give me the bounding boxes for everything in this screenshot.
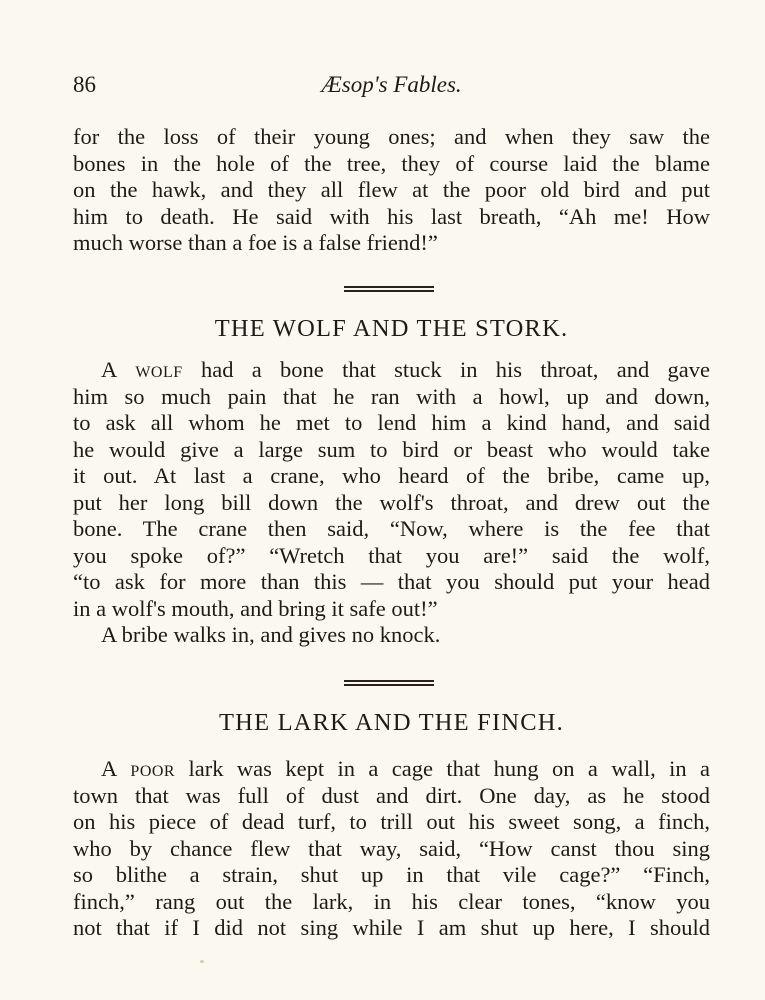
text-line-first	[73, 357, 710, 384]
first-line-rest: had a bone that stuck in his throat, and gave	[200, 357, 710, 382]
fable-body-lark	[73, 756, 710, 942]
text-line: in a wolf's mouth, and bring it safe out!”	[73, 595, 438, 621]
text-line: he would give a large sum to bird or beast who would take	[73, 436, 710, 462]
text-line: bone. The crane then said, “Now, where is the fee that	[73, 516, 710, 541]
text-line: for the loss of their young ones; and when they saw the	[73, 124, 710, 149]
section-divider	[344, 680, 434, 686]
text-line: him to death. He said with his last breath, “Ah me! How	[73, 203, 710, 229]
opening-word: A poor	[101, 756, 176, 781]
fable-moral: A bribe walks in, and gives no knock.	[101, 622, 441, 647]
fable-title-lark: THE LARK AND THE FINCH.	[219, 709, 564, 736]
text-line: so blithe a strain, shut up in that vile cage?” “Finch,	[73, 862, 710, 887]
opening-word: A wolf	[101, 357, 183, 382]
text-line: finch,” rang out the lark, in his clear tones, “know you	[73, 888, 710, 914]
paper-speck	[200, 960, 204, 963]
text-line: who by chance flew that way, said, “How canst thou sing	[73, 835, 710, 861]
text-line: “to ask for more than this — that you should put your head	[73, 569, 710, 594]
page-number: 86	[73, 72, 96, 97]
text-line: bones in the hole of the tree, they of course laid the blame	[73, 150, 710, 176]
text-line: put her long bill down the wolf's throat, and drew out the	[73, 489, 710, 515]
text-line: not that if I did not sing while I am shut up here, I should	[73, 915, 710, 940]
continuation-paragraph	[73, 124, 710, 257]
text-line: it out. At last a crane, who heard of the bribe, came up,	[73, 463, 710, 488]
text-line: on his piece of dead turf, to trill out his sweet song, a finch,	[73, 809, 710, 834]
section-divider	[344, 286, 434, 292]
running-title: Æsop's Fables.	[321, 72, 462, 97]
page-header	[73, 72, 710, 106]
fable-body-wolf	[73, 357, 710, 649]
text-line-first	[73, 756, 710, 783]
text-line: you spoke of?” “Wretch that you are!” said the wolf,	[73, 542, 710, 568]
text-line: town that was full of dust and dirt. One day, as he stood	[73, 782, 710, 808]
text-line: to ask all whom he met to lend him a kind hand, and said	[73, 410, 710, 435]
fable-title-wolf: THE WOLF AND THE STORK.	[214, 315, 569, 342]
text-line: on the hawk, and they all flew at the poor old bird and put	[73, 177, 710, 202]
text-line: much worse than a foe is a false friend!”	[73, 230, 438, 255]
text-line: him so much pain that he ran with a howl, up and down,	[73, 383, 710, 409]
first-line-rest: lark was kept in a cage that hung on a wall, in a	[188, 756, 711, 781]
